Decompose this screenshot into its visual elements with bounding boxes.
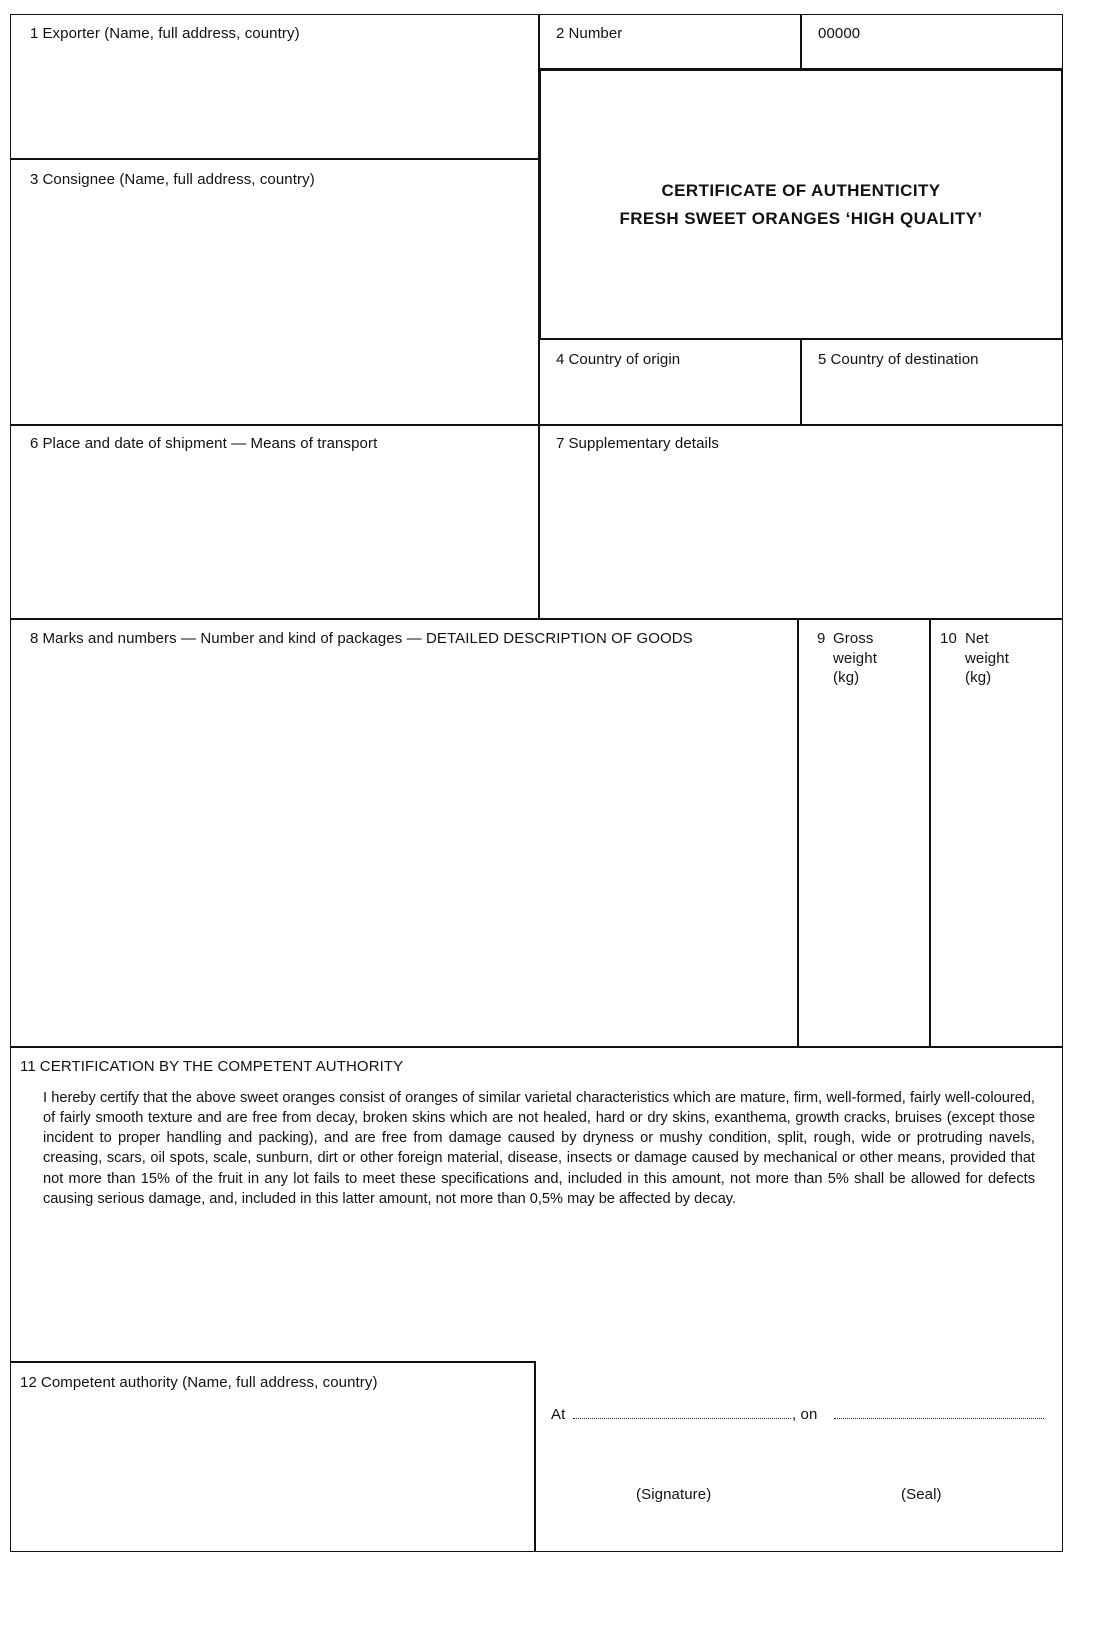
- certification-label: 11 CERTIFICATION BY THE COMPETENT AUTHORITY: [20, 1058, 404, 1075]
- field-number: 4: [556, 351, 565, 368]
- divider-row-8: [10, 618, 1063, 620]
- country-origin-label: 4 Country of origin: [556, 351, 681, 368]
- field-number: 8: [30, 630, 39, 647]
- divider-row-12: [10, 1361, 534, 1363]
- place-dotted-line[interactable]: [573, 1406, 791, 1419]
- certificate-title: CERTIFICATE OF AUTHENTICITY FRESH SWEET ORANGES ‘HIGH QUALITY’: [619, 181, 983, 229]
- field-number: 2: [556, 25, 565, 42]
- divider-gross-net: [929, 618, 931, 1047]
- exporter-label: 1 Exporter (Name, full address, country): [30, 25, 300, 42]
- divider-row-6-7: [10, 424, 1063, 426]
- net-weight-label: 10 Net weight (kg): [940, 630, 1009, 686]
- divider-row-11: [10, 1046, 1063, 1048]
- field-number: 5: [818, 351, 827, 368]
- certificate-number-value: 00000: [818, 25, 861, 42]
- divider-box1-box3: [10, 158, 539, 160]
- at-label: At: [551, 1406, 566, 1423]
- certificate-title-box: [539, 69, 1063, 340]
- divider-origin-destination: [800, 338, 802, 425]
- on-label: , on: [792, 1406, 818, 1423]
- field-number: 9: [817, 630, 826, 647]
- consignee-label: 3 Consignee (Name, full address, country): [30, 171, 315, 188]
- shipment-label: 6 Place and date of shipment — Means of transport: [30, 435, 378, 452]
- goods-description-label: 8 Marks and numbers — Number and kind of packages — DETAILED DESCRIPTION OF GOODS: [30, 630, 693, 647]
- field-number: 12: [20, 1374, 37, 1391]
- field-number: 1: [30, 25, 39, 42]
- date-dotted-line[interactable]: [834, 1406, 1044, 1419]
- field-number: 10: [940, 630, 957, 647]
- divider-authority-signature: [534, 1361, 536, 1552]
- country-destination-label: 5 Country of destination: [818, 351, 979, 368]
- signature-label: (Signature): [636, 1486, 712, 1503]
- gross-weight-label: 9 Gross weight (kg): [817, 630, 877, 686]
- seal-label: (Seal): [901, 1486, 942, 1503]
- field-number: 3: [30, 171, 39, 188]
- field-number: 11: [20, 1058, 36, 1075]
- supplementary-label: 7 Supplementary details: [556, 435, 719, 452]
- field-number: 6: [30, 435, 39, 452]
- divider-goods-gross: [797, 618, 799, 1047]
- authority-label: 12 Competent authority (Name, full address, country): [20, 1374, 378, 1391]
- divider-number-value: [800, 14, 802, 69]
- field-number: 7: [556, 435, 565, 452]
- certification-text: I hereby certify that the above sweet oranges consist of oranges of similar varietal characteristics which are mature, firm, well-formed, fairly well-coloured, of fairly smooth texture and are free from decay, broken skins which are not healed, hard or dry skins, exanthema, growth cracks, bruises (except those incident to proper handling and packing), and are free from damage caused by dryness or mushy condition, split, rough, wide or protruding navels, creasing, scars, oil spots, scale, sunburn, dirt or other foreign material, disease, insects or damage caused by mechanical or other means, provided that not more than 15% of the fruit in any lot fails to meet these specifications and, included in this amount, not more than 5% shall be allowed for defects causing serious damage, and, included in this latter amount, not more than 0,5% may be affected by decay.: [43, 1090, 1035, 1207]
- number-label: 2 Number: [556, 25, 623, 42]
